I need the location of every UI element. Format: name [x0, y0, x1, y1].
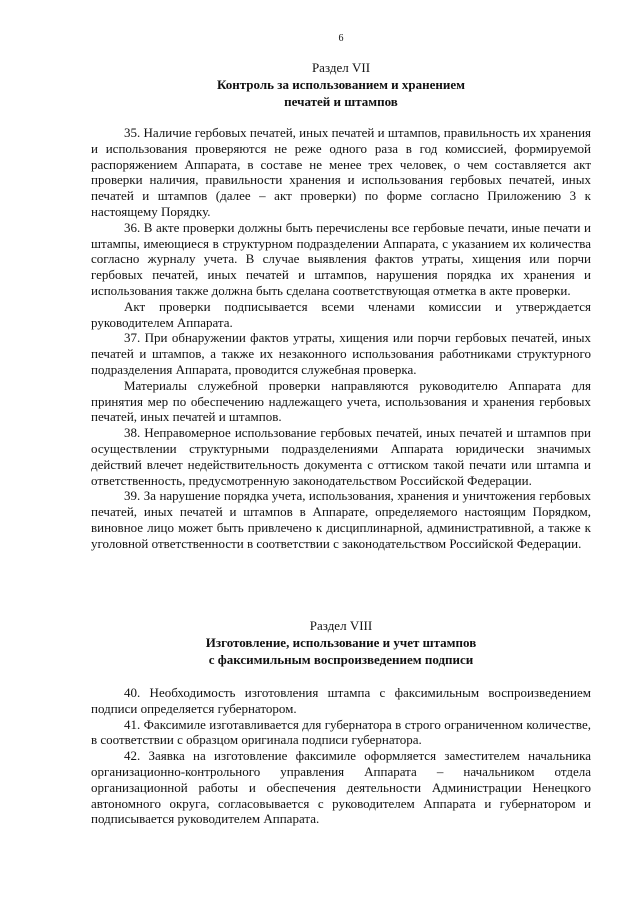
paragraph-37-materials: Материалы служебной проверки направляются руководителю Аппарата для принятия мер по обеспечению надлежащего учета, использования и хранения гербовых печатей, иных печатей и штампов.	[91, 377, 591, 425]
section-8-header	[91, 618, 591, 668]
paragraph-36: 36. В акте проверки должны быть перечислены все гербовые печати, иные печати и штампы, имеющиеся в структурном подразделении Аппарата, с указанием их количества согласно журналу учета. В случае выявления фактов утраты, хищения или порчи гербовых печатей, иных печатей и штампов, нарушения порядка их хранения и использования также должна быть сделана соответствующая отметка в акте проверки.	[91, 219, 591, 298]
section-7-body	[91, 125, 591, 552]
section-8-label: Раздел VIII	[309, 618, 373, 633]
paragraph-39: 39. За нарушение порядка учета, использования, хранения и уничтожения гербовых печатей, иных печатей и штампов в Аппарате, определяемого настоящим Порядком, виновное лицо может быть привлечено к дисциплинарной, административной, а также к уголовной ответственности в соответствии с законодательством Российской Федерации.	[91, 488, 591, 551]
section-8-title-line-1: Изготовление, использование и учет штампов	[205, 635, 477, 650]
section-7-header	[91, 60, 591, 110]
section-7-title-line-2: печатей и штампов	[284, 94, 398, 109]
page-number: 6	[338, 33, 344, 44]
paragraph-36-act: Акт проверки подписывается всеми членами комиссии и утверждается руководителем Аппарата.	[91, 298, 591, 330]
section-7-label: Раздел VII	[311, 60, 371, 75]
paragraph-37: 37. При обнаружении фактов утраты, хищения или порчи гербовых печатей, иных печатей и штампов, а также их незаконного использования работниками структурного подразделения Аппарата, проводится служебная проверка.	[91, 330, 591, 377]
paragraph-38: 38. Неправомерное использование гербовых печатей, иных печатей и штампов при осуществлении структурными подразделениями Аппарата юридически значимых действий влечет недействительность документа с оттиском такой печати или штампа и ответственность, предусмотренную законодательством Российской Федерации.	[91, 425, 591, 488]
paragraph-42: 42. Заявка на изготовление факсимиле оформляется заместителем начальника организационно-контрольного управления Аппарата – начальником отдела организационной работы и обеспечения деятельности Администрации Ненецкого автономного округа, согласовывается с руководителем Аппарата и губернатором и подписывается руководителем Аппарата.	[91, 748, 591, 827]
section-8-body	[91, 685, 591, 827]
paragraph-41: 41. Факсимиле изготавливается для губернатора в строго ограниченном количестве, в соответствии с образцом оригинала подписи губернатора.	[91, 716, 591, 748]
section-8-title-line-2: с факсимильным воспроизведением подписи	[208, 652, 474, 667]
paragraph-35: 35. Наличие гербовых печатей, иных печатей и штампов, правильность их хранения и использования проверяются не реже одного раза в год комиссией, формируемой распоряжением Аппарата, в составе не менее трех человек, о чем составляется акт проверки наличия, правильности хранения и использования гербовых печатей, иных печатей и штампов (далее – акт проверки) по форме согласно Приложению 3 к настоящему Порядку.	[91, 125, 592, 219]
paragraph-40: 40. Необходимость изготовления штампа с факсимильным воспроизведением подписи определяется губернатором.	[91, 685, 591, 716]
section-7-title-line-1: Контроль за использованием и хранением	[216, 77, 466, 92]
